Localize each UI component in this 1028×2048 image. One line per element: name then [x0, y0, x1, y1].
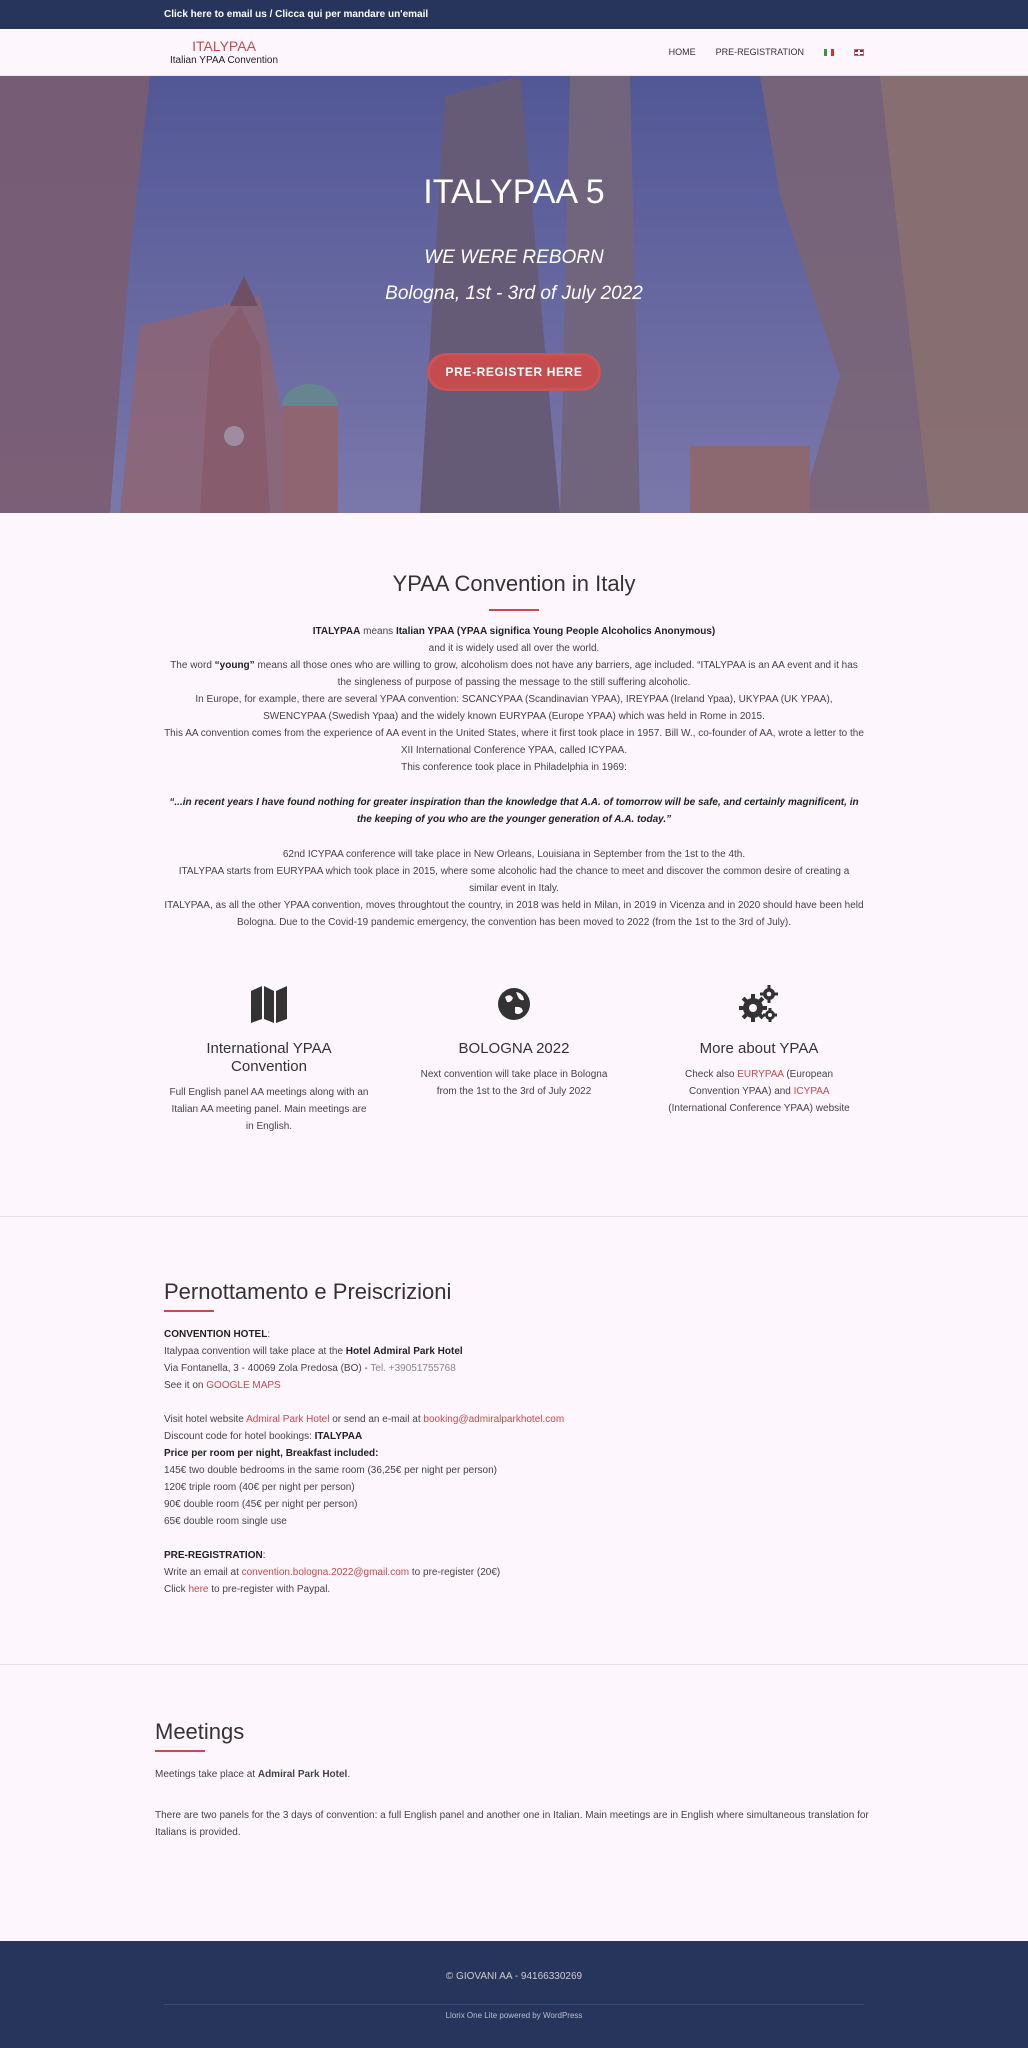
hero-banner: [0, 76, 1028, 513]
title-underline: [489, 609, 539, 611]
feature-more-ypaa: [659, 983, 859, 1135]
prereg-label: PRE-REGISTRATION: [164, 1550, 263, 1561]
hotel-address: Via Fontanella, 3 - 40069 Zola Predosa (BO) -: [164, 1363, 371, 1374]
about-p3: In Europe, for example, there are several YPAA convention: SCANCYPAA (Scandinavian YPAA), IREYPAA (Ireland Ypaa), UKYPAA (UK YPAA), SWENCYPAA (Swedish Ypaa) and the widely known EURYPAA (Europe YPAA) which was held in Rome in 2015.: [195, 694, 833, 722]
hotel-website-link[interactable]: Admiral Park Hotel: [246, 1414, 330, 1425]
meetings-location: [155, 1766, 880, 1783]
prereg-write: Write an email at: [164, 1567, 242, 1578]
colon: :: [267, 1329, 271, 1340]
features-row: [169, 983, 859, 1135]
feature-bologna: [414, 983, 614, 1135]
title-underline: [155, 1750, 205, 1752]
hero-content: [0, 172, 1028, 391]
price-title: [164, 1445, 1028, 1462]
italian-flag-icon[interactable]: [824, 49, 834, 56]
hero-title: ITALYPAA 5: [423, 173, 605, 211]
about-p1-end: and it is widely used all over the world.: [428, 643, 600, 654]
paypal-suffix: to pre-register with Paypal.: [208, 1584, 331, 1595]
paypal-prefix: Click: [164, 1584, 189, 1595]
feature-title: More about YPAA: [699, 1040, 819, 1057]
footer-divider: [164, 2004, 864, 2005]
discount-text: Discount code for hotel bookings:: [164, 1431, 315, 1442]
pre-register-button[interactable]: PRE-REGISTER HERE: [427, 353, 602, 391]
paypal-here-link[interactable]: here: [188, 1584, 209, 1595]
hotel-phone: Tel. +39051755768: [370, 1363, 456, 1374]
brand-subtitle: Italian YPAA Convention: [170, 54, 279, 66]
nav-home[interactable]: HOME: [668, 47, 696, 57]
hotel-email-link[interactable]: booking@admiralparkhotel.com: [423, 1414, 565, 1425]
about-p4: This AA convention comes from the experience of AA event in the United States, where it first took place in 1957. Bill W., co-founder of AA, wrote a letter to the XII International Conference YPAA, called ICYPAA.: [164, 728, 864, 756]
hotel-line1: [164, 1343, 1028, 1360]
price-title-text: Price per room per night, Breakfast included:: [164, 1448, 379, 1459]
hotel-label: CONVENTION HOTEL: [164, 1329, 268, 1340]
footer-credit: Llorix One Lite powered by WordPress: [445, 2011, 583, 2020]
meetings-hotel: Admiral Park Hotel: [257, 1769, 348, 1780]
meetings-location-text: Meetings take place at: [155, 1769, 258, 1780]
hotel-title: Pernottamento e Preiscrizioni: [164, 1279, 452, 1304]
website-prefix: Visit hotel website: [164, 1414, 247, 1425]
about-p1-mid: means: [360, 626, 396, 637]
feature-international: [169, 983, 369, 1135]
price-row: 65€ double room single use: [164, 1516, 287, 1527]
hero-tagline: WE WERE REBORN: [424, 247, 604, 268]
about-p5: This conference took place in Philadelphia in 1969:: [401, 762, 627, 773]
footer-copyright: © GIOVANI AA - 94166330269: [445, 1971, 583, 1982]
about-p1-bold2: Italian YPAA (YPAA significa Young People Alcoholics Anonymous): [395, 626, 716, 637]
price-row: 90€ double room (45€ per night per person): [164, 1499, 358, 1510]
hotel-name: Hotel Admiral Park Hotel: [345, 1346, 463, 1357]
title-underline: [164, 1310, 214, 1312]
period: .: [347, 1769, 351, 1780]
about-p7: ITALYPAA starts from EURYPAA which took place in 2015, where some alcoholic had the chance to meet and discover the common desire of creating a similar event in Italy.: [178, 866, 850, 894]
feature-title: BOLOGNA 2022: [458, 1040, 570, 1057]
price-row: 120€ triple room (40€ per night per person): [164, 1482, 355, 1493]
hotel-line1-text: Italypaa convention will take place at the: [164, 1346, 346, 1357]
prereg-fee: to pre-register (20€): [409, 1567, 501, 1578]
google-maps-link[interactable]: GOOGLE MAPS: [206, 1380, 281, 1391]
about-text: [164, 623, 864, 931]
about-p6: 62nd ICYPAA conference will take place in New Orleans, Louisiana in September from the 1st to the 4th.: [282, 849, 746, 860]
topbar: [0, 0, 1028, 29]
feature-text-part: Check also: [684, 1069, 738, 1080]
bill-w-quote: “...in recent years I have found nothing for greater inspiration than the knowledge that A.A. of tomorrow will be safe, and certainly magnificent, in the keeping of you who are the younger generation of A.A. today.”: [169, 797, 859, 825]
feature-text-part: (International Conference YPAA) website: [668, 1103, 850, 1114]
prereg-email-link[interactable]: convention.bologna.2022@gmail.com: [241, 1567, 410, 1578]
website-line: [164, 1411, 1028, 1428]
hotel-address-line: [164, 1360, 1028, 1377]
feature-text: Full English panel AA meetings along with an Italian AA meeting panel. Main meetings are in English.: [169, 1087, 369, 1132]
about-p2: [164, 657, 864, 691]
about-p2-start: The word: [170, 660, 215, 671]
map-icon: [250, 983, 288, 1025]
main-nav: [669, 47, 864, 57]
website-or: or send an e-mail at: [329, 1414, 424, 1425]
about-p2-end: means all those ones who are willing to grow, alcoholism does not have any barriers, age included. “ITALYPAA is an AA event and it has the singleness of purpose of passing the message to the still suffering alcoholic.: [254, 660, 858, 688]
eurypaa-link[interactable]: EURYPAA: [737, 1069, 784, 1080]
hotel-label-line: [164, 1326, 1028, 1343]
navbar: [0, 29, 1028, 76]
about-p1: [164, 623, 864, 657]
footer: [0, 1941, 1028, 2048]
icypaa-link[interactable]: ICYPAA: [793, 1086, 830, 1097]
gears-icon: [738, 983, 780, 1025]
discount-line: [164, 1428, 1028, 1445]
paypal-line: [164, 1581, 1028, 1598]
nav-pre-registration[interactable]: PRE-REGISTRATION: [715, 47, 804, 57]
prereg-label-line: [164, 1547, 1028, 1564]
about-section: [0, 513, 1028, 1217]
maps-prefix: See it on: [164, 1380, 207, 1391]
feature-title: International YPAA Convention: [206, 1040, 332, 1075]
english-flag-icon[interactable]: [854, 49, 864, 56]
maps-line: [164, 1377, 1028, 1394]
meetings-title: Meetings: [155, 1719, 245, 1744]
about-p1-bold1: ITALYPAA: [312, 626, 361, 637]
prereg-email-line: [164, 1564, 1028, 1581]
about-p8: ITALYPAA, as all the other YPAA convention, moves throughtout the country, in 2018 was held in Milan, in 2019 in Vicenza and in 2020 should have been held Bologna. Due to the Covid-19 pandemic emergency, the convention has been moved to 2022 (from the 1st to the 3rd of July).: [164, 900, 864, 928]
feature-text-part: (European Convention YPAA) and: [688, 1069, 834, 1097]
meetings-description: There are two panels for the 3 days of convention: a full English panel and another one in Italian. Main meetings are in English where simultaneous translation for Italians is provided.: [155, 1810, 869, 1838]
meetings-section: [0, 1665, 880, 1841]
hotel-section: [0, 1217, 1028, 1598]
feature-text: [659, 1066, 859, 1117]
email-link[interactable]: Click here to email us / Clicca qui per mandare un'email: [164, 9, 429, 20]
about-title: YPAA Convention in Italy: [392, 571, 636, 596]
about-p2-bold: “young”: [214, 660, 255, 671]
globe-icon: [497, 983, 531, 1025]
colon: :: [262, 1550, 266, 1561]
price-row: 145€ two double bedrooms in the same room (36,25€ per night per person): [164, 1465, 497, 1476]
hero-date: Bologna, 1st - 3rd of July 2022: [385, 283, 643, 304]
discount-code: ITALYPAA: [314, 1431, 363, 1442]
brand-name: ITALYPAA: [192, 37, 256, 54]
feature-text: Next convention will take place in Bologna from the 1st to the 3rd of July 2022: [420, 1069, 608, 1097]
brand-logo[interactable]: [170, 38, 278, 67]
